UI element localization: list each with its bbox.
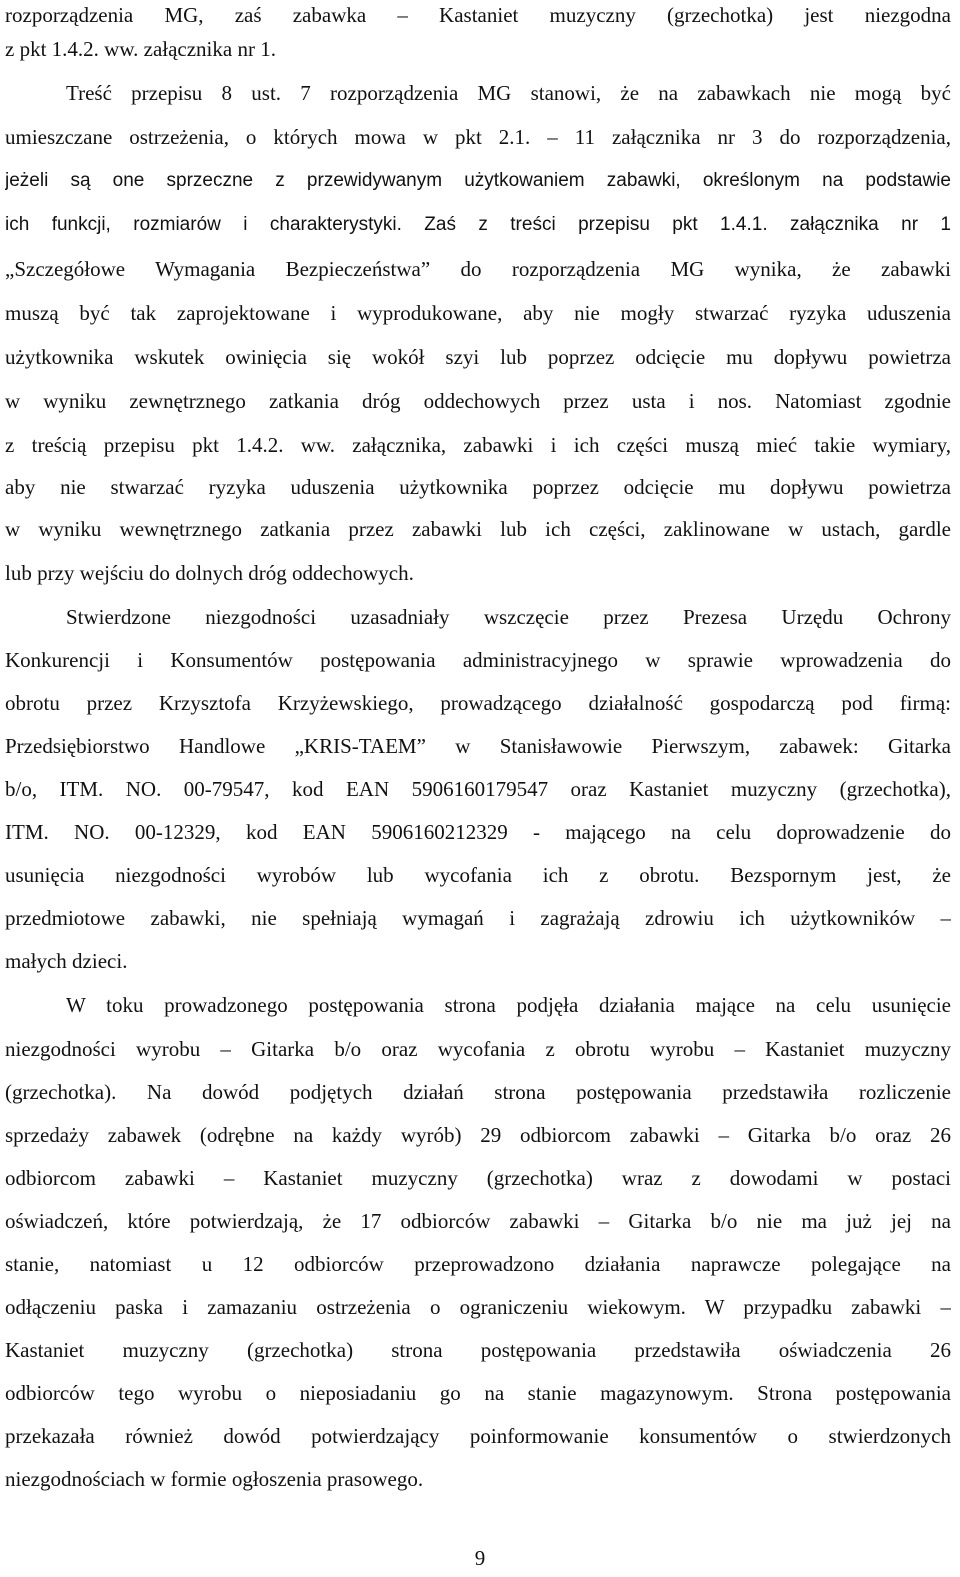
- text-line: odbiorcom zabawki – Kastaniet muzyczny (grzechotka) wraz z dowodami w postaci: [5, 1166, 951, 1190]
- text-line: z pkt 1.4.2. ww. załącznika nr 1.: [5, 37, 276, 61]
- text-line: Konkurencji i Konsumentów postępowania administracyjnego w sprawie wprowadzenia do: [5, 648, 951, 672]
- text-line: b/o, ITM. NO. 00-79547, kod EAN 5906160179547 oraz Kastaniet muzyczny (grzechotka),: [5, 777, 951, 801]
- text-line: Stwierdzone niezgodności uzasadniały wszczęcie przez Prezesa Urzędu Ochrony: [66, 605, 951, 629]
- text-line: przekazała również dowód potwierdzający poinformowanie konsumentów o stwierdzonych: [5, 1424, 951, 1448]
- text-line: umieszczane ostrzeżenia, o których mowa w pkt 2.1. – 11 załącznika nr 3 do rozporządzenia,: [5, 125, 951, 149]
- text-line: niezgodności wyrobu – Gitarka b/o oraz wycofania z obrotu wyrobu – Kastaniet muzyczny: [5, 1037, 951, 1061]
- text-line: muszą być tak zaprojektowane i wyprodukowane, aby nie mogły stwarzać ryzyka uduszenia: [5, 301, 951, 325]
- text-line: ITM. NO. 00-12329, kod EAN 5906160212329 - mającego na celu doprowadzenie do: [5, 820, 951, 844]
- text-line: Kastaniet muzyczny (grzechotka) strona postępowania przedstawiła oświadczenia 26: [5, 1338, 951, 1362]
- text-line: z treścią przepisu pkt 1.4.2. ww. załącznika, zabawki i ich części muszą mieć takie wymiary,: [5, 433, 951, 457]
- text-line: stanie, natomiast u 12 odbiorców przeprowadzono działania naprawcze polegające na: [5, 1252, 951, 1276]
- text-line: (grzechotka). Na dowód podjętych działań strona postępowania przedstawiła rozliczenie: [5, 1080, 951, 1104]
- text-line: usunięcia niezgodności wyrobów lub wycofania ich z obrotu. Bezspornym jest, że: [5, 863, 951, 887]
- text-line: użytkownika wskutek owinięcia się wokół szyi lub poprzez odcięcie mu dopływu powietrza: [5, 345, 951, 369]
- text-line: „Szczegółowe Wymagania Bezpieczeństwa” do rozporządzenia MG wynika, że zabawki: [5, 257, 951, 281]
- page-number: 9: [474, 1546, 486, 1570]
- text-line: W toku prowadzonego postępowania strona podjęła działania mające na celu usunięcie: [66, 993, 951, 1017]
- text-line: sprzedaży zabawek (odrębne na każdy wyrób) 29 odbiorcom zabawki – Gitarka b/o oraz 26: [5, 1123, 951, 1147]
- text-line: Przedsiębiorstwo Handlowe „KRIS-TAEM” w Stanisławowie Pierwszym, zabawek: Gitarka: [5, 734, 951, 758]
- text-line: aby nie stwarzać ryzyka uduszenia użytkownika poprzez odcięcie mu dopływu powietrza: [5, 475, 951, 499]
- text-line: Treść przepisu 8 ust. 7 rozporządzenia MG stanowi, że na zabawkach nie mogą być: [66, 81, 951, 105]
- text-line: obrotu przez Krzysztofa Krzyżewskiego, prowadzącego działalność gospodarczą pod firmą:: [5, 691, 951, 715]
- text-line: odbiorców tego wyrobu o nieposiadaniu go na stanie magazynowym. Strona postępowania: [5, 1381, 951, 1405]
- text-line: w wyniku zewnętrznego zatkania dróg oddechowych przez usta i nos. Natomiast zgodnie: [5, 389, 951, 413]
- text-line: lub przy wejściu do dolnych dróg oddechowych.: [5, 561, 414, 585]
- text-line: niezgodnościach w formie ogłoszenia prasowego.: [5, 1467, 424, 1491]
- text-line: ich funkcji, rozmiarów i charakterystyki. Zaś z treści przepisu pkt 1.4.1. załącznika nr 1: [5, 214, 951, 235]
- text-line: jeżeli są one sprzeczne z przewidywanym użytkowaniem zabawki, określonym na podstawie: [5, 170, 951, 191]
- text-line: przedmiotowe zabawki, nie spełniają wymagań i zagrażają zdrowiu ich użytkowników –: [5, 906, 951, 930]
- text-line: małych dzieci.: [5, 949, 128, 973]
- text-line: w wyniku wewnętrznego zatkania przez zabawki lub ich części, zaklinowane w ustach, gardle: [5, 517, 951, 541]
- text-line: odłączeniu paska i zamazaniu ostrzeżenia o ograniczeniu wiekowym. W przypadku zabawki –: [5, 1295, 951, 1319]
- text-line: rozporządzenia MG, zaś zabawka – Kastaniet muzyczny (grzechotka) jest niezgodna: [5, 3, 951, 27]
- text-line: oświadczeń, które potwierdzają, że 17 odbiorców zabawki – Gitarka b/o nie ma już jej na: [5, 1209, 951, 1233]
